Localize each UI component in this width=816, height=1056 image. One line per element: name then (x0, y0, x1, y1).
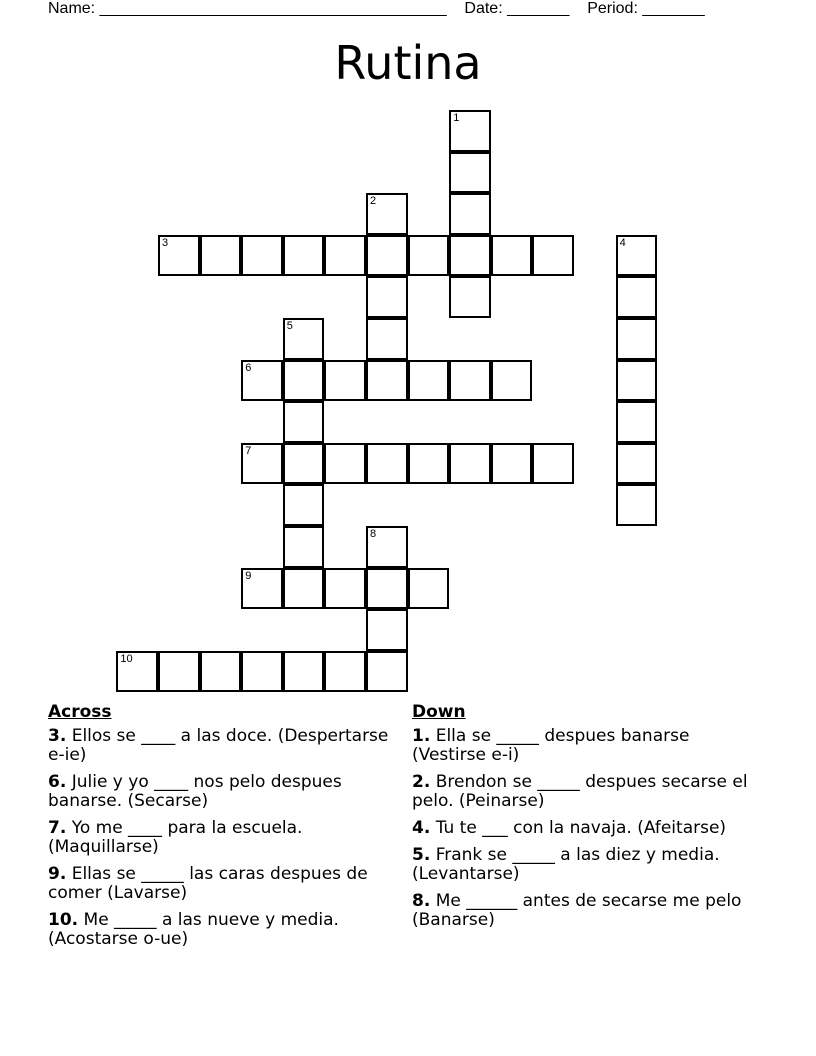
down-clues (412, 703, 762, 938)
grid-cell[interactable] (408, 443, 450, 485)
clue-down-8 (412, 892, 762, 930)
cell-number: 5 (286, 320, 293, 332)
cell-number: 10 (120, 652, 133, 665)
grid-cell[interactable] (116, 651, 158, 693)
clue-text: Ellos se ____ a las doce. (Despertarse e-ie) (48, 726, 389, 765)
grid-cell[interactable] (491, 235, 533, 277)
grid-cell[interactable] (283, 443, 325, 485)
grid-cell[interactable] (241, 651, 283, 693)
clue-text: Yo me ____ para la escuela. (Maquillarse) (48, 818, 303, 857)
clue-number: 10. (48, 910, 79, 930)
grid-cell[interactable] (449, 193, 491, 235)
grid-cell[interactable] (283, 526, 325, 568)
grid-cell[interactable] (408, 568, 450, 610)
clue-number: 1. (412, 726, 431, 746)
grid-cell[interactable] (366, 235, 408, 277)
grid-cell[interactable] (366, 651, 408, 693)
grid-cell[interactable] (324, 360, 366, 402)
clue-number: 4. (412, 818, 431, 838)
grid-cell[interactable] (366, 443, 408, 485)
grid-cell[interactable] (366, 193, 408, 235)
cell-number: 9 (245, 569, 252, 582)
grid-cell[interactable] (324, 651, 366, 693)
grid-cell[interactable] (158, 651, 200, 693)
grid-cell[interactable] (283, 360, 325, 402)
cell-number: 6 (245, 361, 252, 374)
grid-cell[interactable] (616, 318, 658, 360)
grid-cell[interactable] (324, 235, 366, 277)
grid-cell[interactable] (241, 443, 283, 485)
grid-cell[interactable] (532, 235, 574, 277)
grid-cell[interactable] (449, 360, 491, 402)
grid-cell[interactable] (241, 360, 283, 402)
grid-cell[interactable] (283, 235, 325, 277)
clue-number: 2. (412, 772, 431, 792)
grid-cell[interactable] (366, 568, 408, 610)
cell-number: 2 (370, 195, 377, 208)
cell-number: 3 (162, 236, 169, 249)
grid-cell[interactable] (408, 360, 450, 402)
grid-cell[interactable] (324, 568, 366, 610)
grid-cell[interactable] (366, 609, 408, 651)
grid-cell[interactable] (200, 235, 242, 277)
clue-text: Frank se _____ a las diez y media. (Levantarse) (412, 845, 720, 884)
date-label: Date: (464, 0, 503, 17)
clue-number: 3. (48, 726, 67, 746)
grid-cell[interactable] (324, 443, 366, 485)
name-blank[interactable]: _______________________________________ (99, 0, 447, 17)
grid-cell[interactable] (200, 651, 242, 693)
clue-number: 6. (48, 772, 67, 792)
grid-cell[interactable] (449, 235, 491, 277)
clue-across-10 (48, 911, 398, 949)
across-heading: Across (48, 702, 112, 722)
period-label: Period: (587, 0, 638, 17)
grid-cell[interactable] (616, 360, 658, 402)
across-clues (48, 703, 398, 957)
grid-cell[interactable] (616, 276, 658, 318)
grid-cell[interactable] (283, 318, 325, 360)
grid-cell[interactable] (616, 443, 658, 485)
grid-cell[interactable] (283, 401, 325, 443)
clue-text: Julie y yo ____ nos pelo despues banarse. (Secarse) (48, 772, 342, 811)
grid-cell[interactable] (158, 235, 200, 277)
cell-number: 4 (619, 236, 626, 249)
grid-cell[interactable] (449, 152, 491, 194)
clue-down-1 (412, 727, 762, 765)
clue-down-2 (412, 773, 762, 811)
grid-cell[interactable] (283, 568, 325, 610)
cell-number: 8 (370, 528, 377, 540)
grid-cell[interactable] (449, 276, 491, 318)
grid-cell[interactable] (366, 526, 408, 568)
grid-cell[interactable] (616, 235, 658, 277)
grid-cell[interactable] (366, 318, 408, 360)
grid-cell[interactable] (366, 276, 408, 318)
clue-text: Me ______ antes de secarse me pelo (Banarse) (412, 891, 742, 930)
clue-text: Brendon se _____ despues secarse el pelo. (Peinarse) (412, 772, 748, 811)
clue-down-4 (412, 819, 762, 838)
grid-cell[interactable] (366, 360, 408, 402)
clue-across-3 (48, 727, 398, 765)
clue-across-9 (48, 865, 398, 903)
grid-cell[interactable] (241, 235, 283, 277)
clue-text: Tu te ___ con la navaja. (Afeitarse) (435, 818, 727, 838)
clue-across-7 (48, 819, 398, 857)
grid-cell[interactable] (491, 360, 533, 402)
grid-cell[interactable] (408, 235, 450, 277)
grid-cell[interactable] (491, 443, 533, 485)
name-label: Name: (48, 0, 96, 17)
clue-number: 7. (48, 818, 67, 838)
clue-down-5 (412, 846, 762, 884)
clue-across-6 (48, 773, 398, 811)
grid-cell[interactable] (449, 110, 491, 152)
date-blank[interactable]: _______ (507, 0, 570, 17)
clue-number: 9. (48, 864, 67, 884)
clue-number: 5. (412, 845, 431, 865)
grid-cell[interactable] (241, 568, 283, 610)
clue-text: Ella se _____ despues banarse (Vestirse e-i) (412, 726, 690, 765)
puzzle-title: Rutina (334, 36, 482, 90)
clue-text: Me _____ a las nueve y media. (Acostarse o-ue) (48, 910, 339, 949)
grid-cell[interactable] (283, 651, 325, 693)
grid-cell[interactable] (449, 443, 491, 485)
clue-number: 8. (412, 891, 431, 911)
grid-cell[interactable] (532, 443, 574, 485)
down-heading: Down (412, 702, 466, 722)
grid-cell[interactable] (616, 484, 658, 526)
cell-number: 1 (453, 112, 460, 124)
clue-text: Ellas se _____ las caras despues de comer (Lavarse) (48, 864, 368, 903)
period-blank[interactable]: _______ (642, 0, 705, 17)
grid-cell[interactable] (283, 484, 325, 526)
grid-cell[interactable] (616, 401, 658, 443)
cell-number: 7 (245, 444, 252, 457)
